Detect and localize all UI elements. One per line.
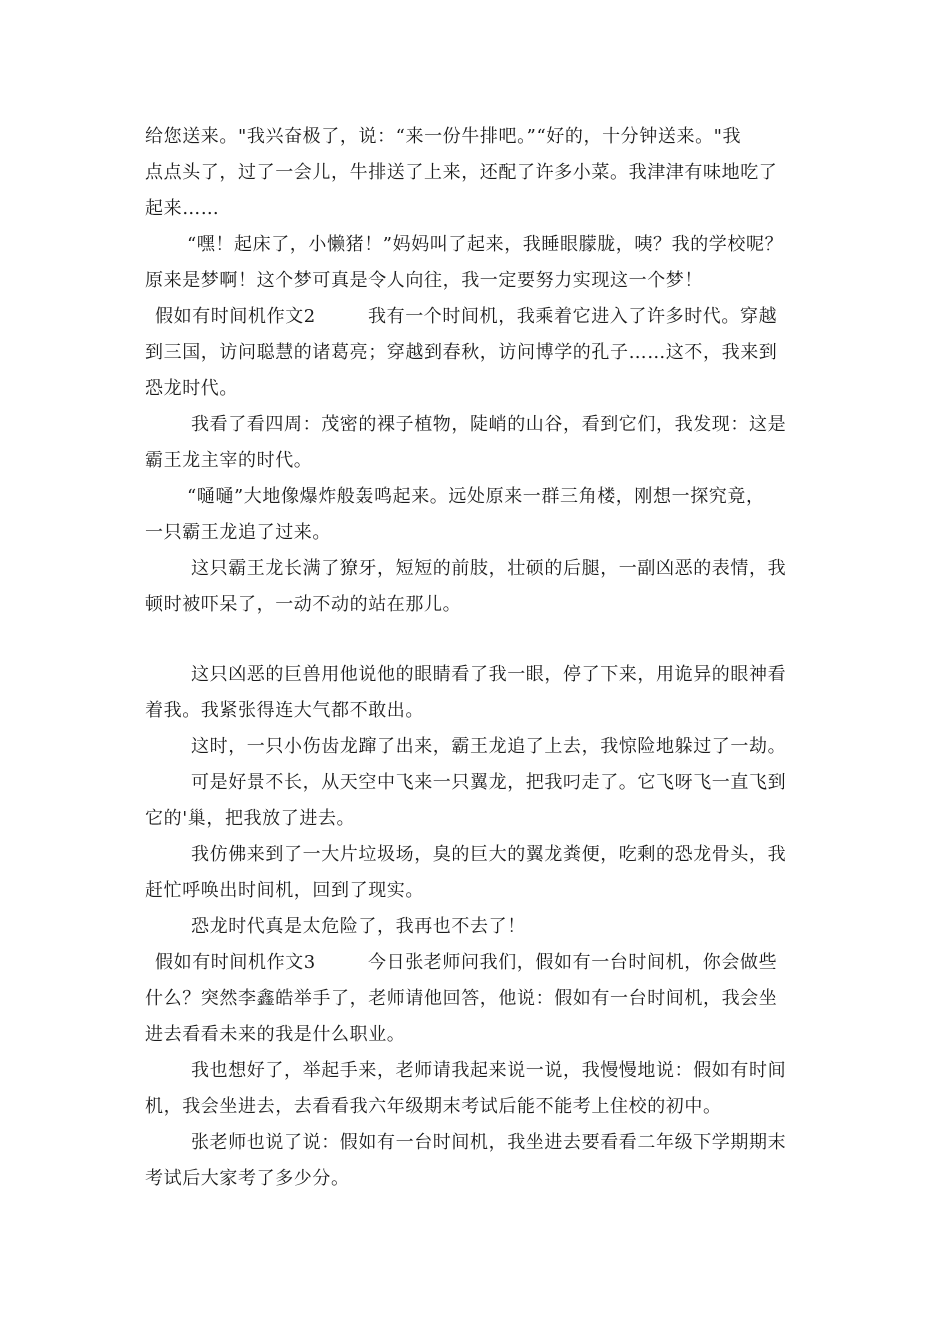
text-line: 这只凶恶的巨兽用他说他的眼睛看了我一眼，停了下来，用诡异的眼神看 [191, 664, 787, 685]
text-line: 张老师也说了说：假如有一台时间机，我坐进去要看看二年级下学期期末 [191, 1132, 787, 1153]
text-line: “嗵嗵”大地像爆炸般轰鸣起来。远处原来一群三角楼，刚想一探究竟， [187, 486, 765, 507]
text-line: 进去看看未来的我是什么职业。 [145, 1024, 406, 1045]
text-line: 霸王龙主宰的时代。 [145, 450, 313, 471]
text-line: 今日张老师问我们，假如有一台时间机，你会做些 [368, 952, 778, 973]
text-line: 我也想好了，举起手来，老师请我起来说一说，我慢慢地说：假如有时间 [191, 1060, 787, 1081]
text-line: 点点头了，过了一会儿，牛排送了上来，还配了许多小菜。我津津有味地吃了 [145, 162, 778, 183]
text-line: 可是好景不长，从天空中飞来一只翼龙，把我叼走了。它飞呀飞一直飞到 [191, 772, 787, 793]
text-line: 到三国，访问聪慧的诸葛亮；穿越到春秋，访问博学的孔子……这不，我来到 [145, 342, 778, 363]
text-line: 它的'巢，把我放了进去。 [145, 808, 356, 829]
text-line: 我仿佛来到了一大片垃圾场，臭的巨大的翼龙粪便，吃剩的恐龙骨头，我 [191, 844, 787, 865]
text-line: 顿时被吓呆了，一动不动的站在那儿。 [145, 594, 462, 615]
text-line: 一只霸王龙追了过来。 [145, 522, 331, 543]
text-line: 考试后大家考了多少分。 [145, 1168, 350, 1189]
essay-heading-3: 假如有时间机作文3 [155, 952, 316, 973]
text-line: 恐龙时代。 [145, 378, 238, 399]
text-line: 着我。我紧张得连大气都不敢出。 [145, 700, 424, 721]
text-line: 这只霸王龙长满了獠牙，短短的前肢，壮硕的后腿，一副凶恶的表情，我 [191, 558, 787, 579]
text-line: 原来是梦啊！这个梦可真是令人向往，我一定要努力实现这一个梦！ [145, 270, 703, 291]
text-line: 机，我会坐进去，去看看我六年级期末考试后能不能考上住校的初中。 [145, 1096, 722, 1117]
text-line: 我看了看四周：茂密的裸子植物，陡峭的山谷，看到它们，我发现：这是 [191, 414, 787, 435]
essay-heading-2: 假如有时间机作文2 [155, 306, 316, 327]
text-line: 恐龙时代真是太危险了，我再也不去了！ [191, 916, 526, 937]
text-line: 什么？突然李鑫皓举手了，老师请他回答，他说：假如有一台时间机，我会坐 [145, 988, 778, 1009]
text-line: 赶忙呼唤出时间机，回到了现实。 [145, 880, 424, 901]
text-line: 起来…… [145, 198, 220, 219]
text-line: 我有一个时间机，我乘着它进入了许多时代。穿越 [368, 306, 778, 327]
text-line: 这时，一只小伤齿龙蹿了出来，霸王龙追了上去，我惊险地躲过了一劫。 [191, 736, 787, 757]
text-line: 给您送来。"我兴奋极了，说：“来一份牛排吧。”“好的，十分钟送来。"我 [145, 126, 742, 147]
text-line: “嘿！起床了，小懒猪！”妈妈叫了起来，我睡眼朦胧，咦？我的学校呢？ [187, 234, 784, 255]
